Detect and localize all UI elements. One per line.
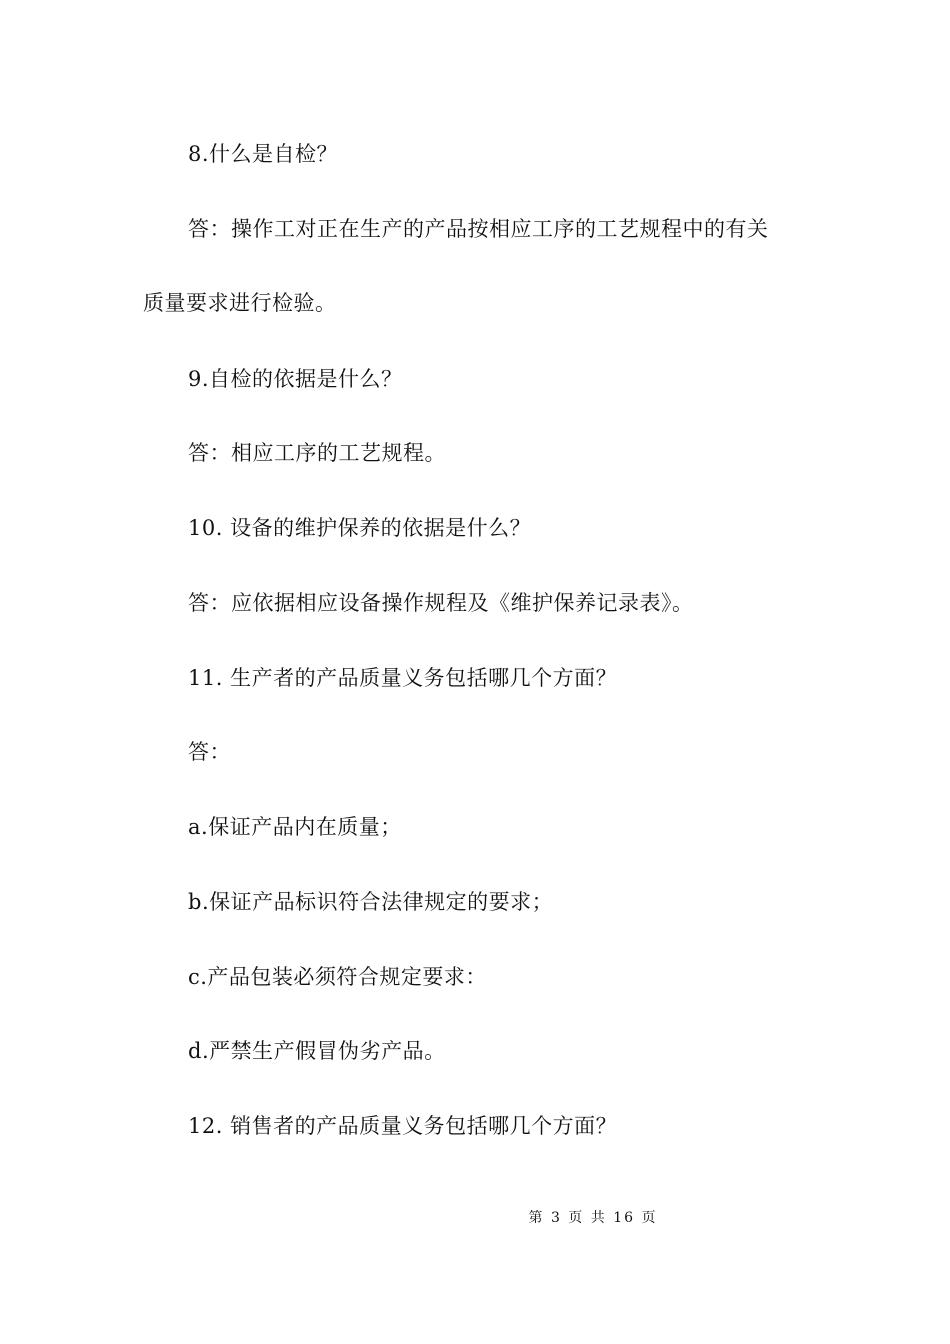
answer-11-item-c: c.产品包装必须符合规定要求：: [188, 965, 487, 989]
answer-8-line-2: 质量要求进行检验。: [143, 291, 337, 315]
answer-11-item-d: d.严禁生产假冒伪劣产品。: [188, 1039, 446, 1063]
answer-11-label: 答：: [188, 740, 231, 764]
question-11: 11. 生产者的产品质量义务包括哪几个方面？: [188, 666, 618, 690]
answer-9: 答：相应工序的工艺规程。: [188, 441, 446, 465]
answer-11-item-b: b.保证产品标识符合法律规定的要求；: [188, 890, 554, 914]
question-8: 8.什么是自检？: [188, 142, 339, 166]
question-9: 9.自检的依据是什么？: [188, 367, 403, 391]
question-10: 10. 设备的维护保养的依据是什么？: [188, 516, 532, 540]
page-number-footer: 第 3 页 共 16 页: [528, 1210, 658, 1226]
answer-11-item-a: a.保证产品内在质量；: [188, 815, 402, 839]
question-12: 12. 销售者的产品质量义务包括哪几个方面？: [188, 1114, 618, 1138]
answer-8-line-1: 答：操作工对正在生产的产品按相应工序的工艺规程中的有关: [188, 217, 769, 241]
answer-10: 答：应依据相应设备操作规程及《维护保养记录表》。: [188, 591, 694, 615]
